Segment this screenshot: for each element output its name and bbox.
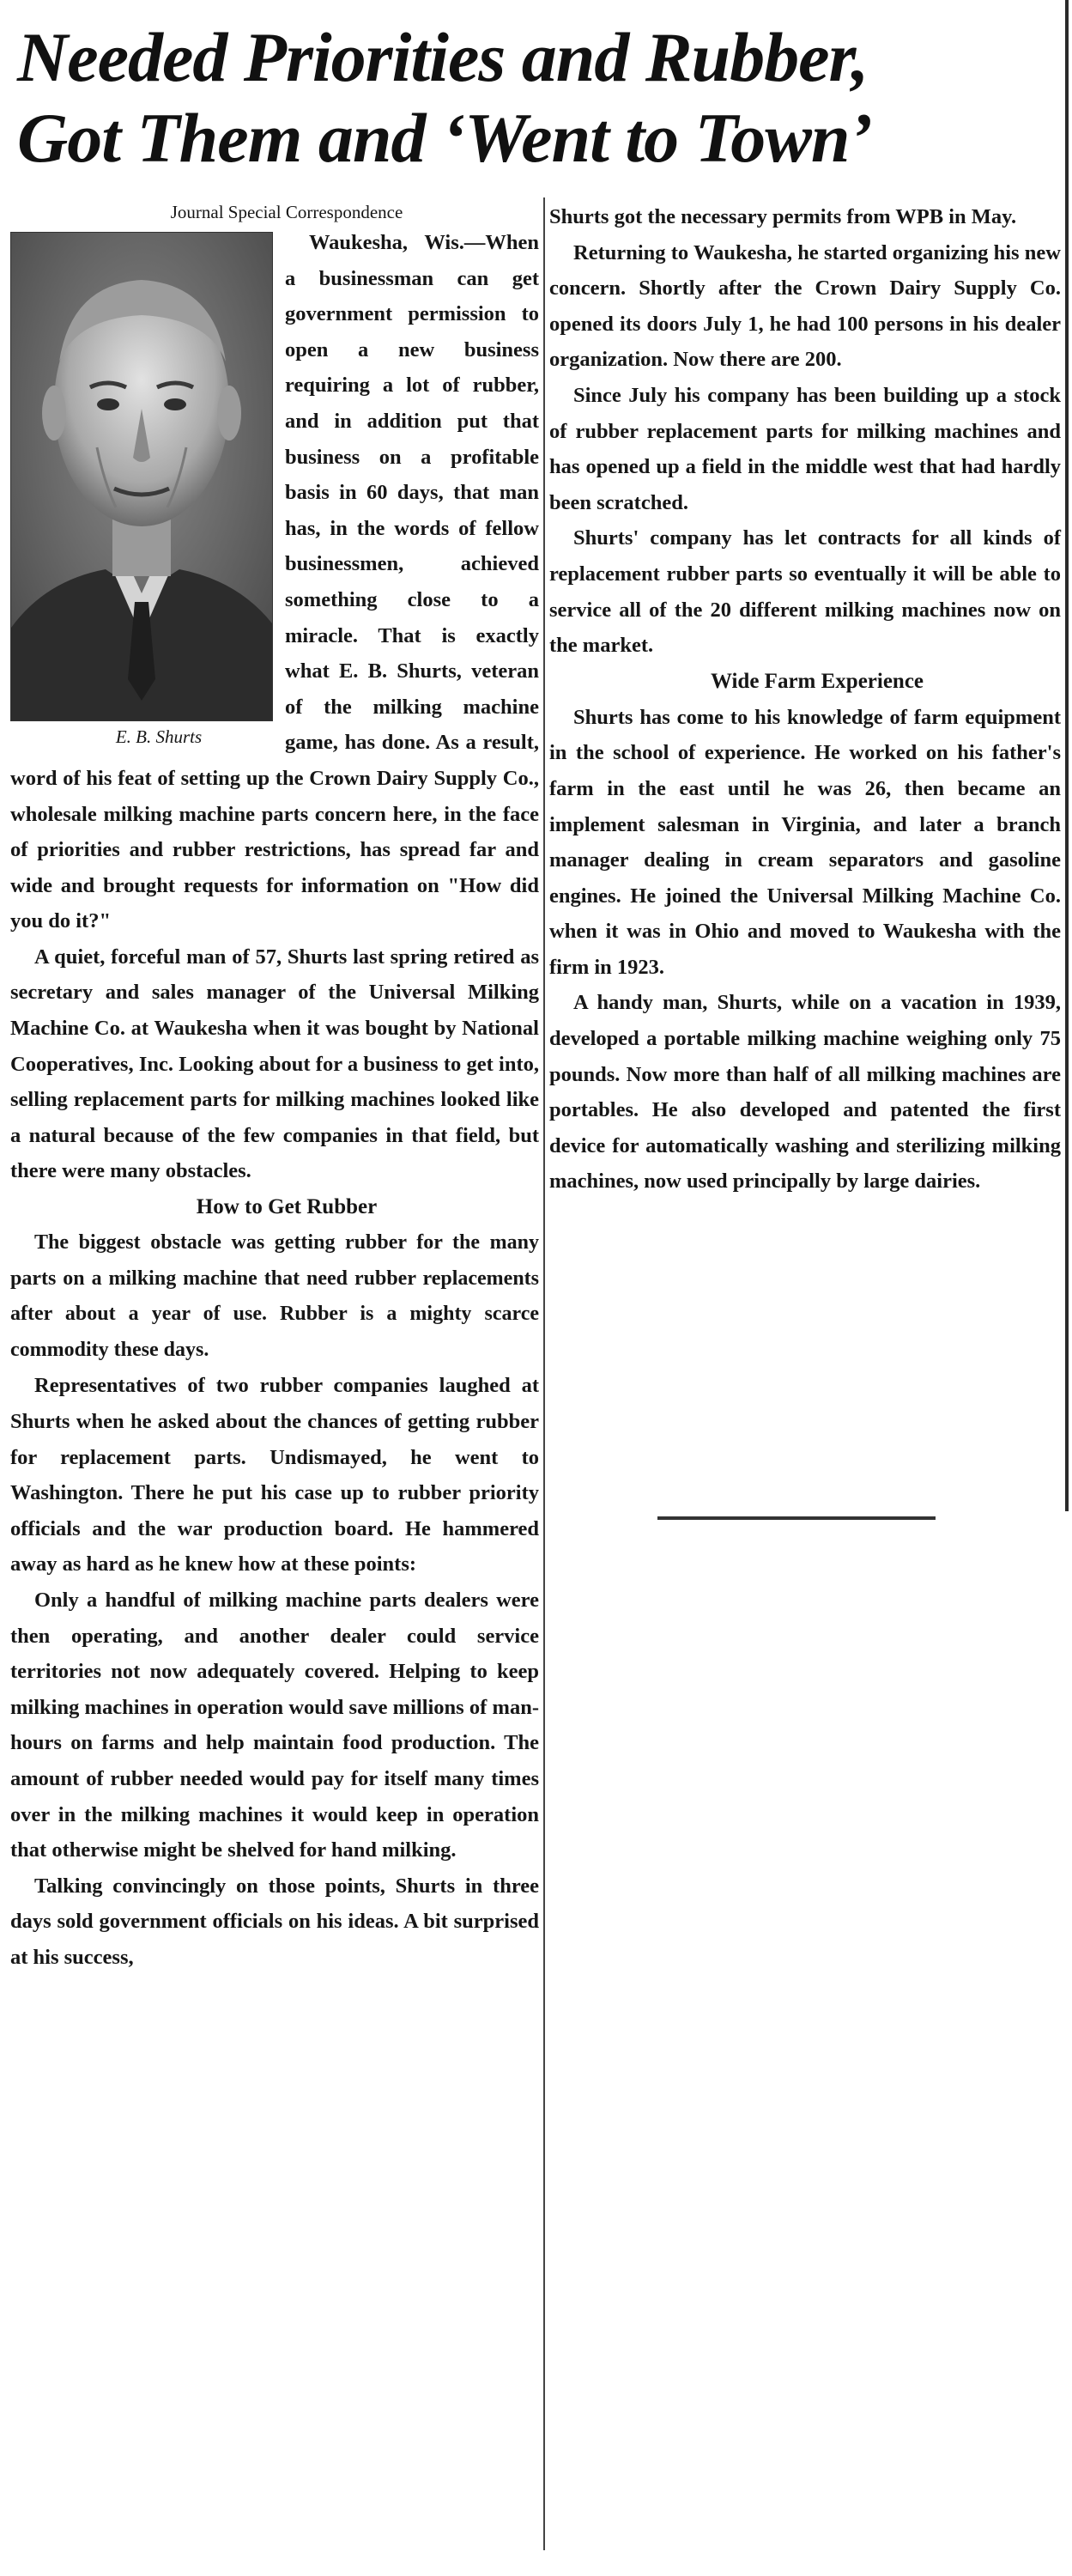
photo-caption: E. B. Shurts <box>115 726 203 747</box>
paragraph-7: Shurts got the necessary permits from WPB in May. <box>549 205 1017 228</box>
paragraph-8: Returning to Waukesha, he started organizing his new concern. Shortly after the Crown Dairy Supply Co. opened its doors July 1, he had 100 persons in his dealer organization. Now there are 200. <box>549 240 1061 372</box>
article-column-right <box>549 199 1061 1200</box>
paragraph-6: Talking convincingly on those points, Shurts in three days sold government officials on his ideas. A bit surprised at his success, <box>10 1874 539 1969</box>
paragraph-9: Since July his company has been building up a stock of rubber replacement parts for milking machines and has opened up a field in the middle west that had hardly been scratched. <box>549 383 1061 514</box>
paragraph-4: Representatives of two rubber companies laughed at Shurts when he asked about the chances of getting rubber for replacement parts. Undismayed, he went to Washington. There he put his case up to rubber priority officials and the war production board. He hammered away as hard as he knew how at these points: <box>10 1374 539 1577</box>
paragraph-1: —When a businessman can get government permission to open a new business requiring a lot of rubber, and in addition put that business on a profitable basis in 60 days, that man has, in the words of fellow businessmen, achieved something close to a miracle. That is exactly what E. B. Shurts, veteran of the milking machine game, has done. As a result, word of his feat of setting up the Crown Dairy Supply Co., wholesale milking machine parts concern here, in the face of priorities and rubber restrictions, has spread far and wide and brought requests for information on "How did you do it?" <box>10 231 539 933</box>
end-of-article-rule <box>657 1516 936 1520</box>
headline-line-1: Needed Priorities and Rubber, <box>17 18 869 96</box>
subhead-how-to-get-rubber: How to Get Rubber <box>196 1195 378 1219</box>
article-column-left <box>10 199 539 2552</box>
headline <box>17 17 1055 179</box>
headline-line-2: Got Them and ‘Went to Town’ <box>17 99 872 177</box>
portrait-image <box>10 232 273 721</box>
subhead-wide-farm-experience: Wide Farm Experience <box>710 669 924 693</box>
paragraph-5: Only a handful of milking machine parts dealers were then operating, and another dealer could service territories not now adequately covered. Helping to keep milking machines in operation would save millions of man-hours on farms and help maintain food production. The amount of rubber needed would pay for itself many times over in the milking machines it would keep in operation that otherwise might be shelved for hand milking. <box>10 1588 539 1862</box>
column-divider <box>543 197 545 2550</box>
byline: Journal Special Correspondence <box>170 202 403 222</box>
paragraph-12: A handy man, Shurts, while on a vacation in 1939, developed a portable milking machine weighing only 75 pounds. Now more than half of all milking machines are portables. He also developed and patented the first device for automatically washing and sterilizing milking machines, now used principally by large dairies. <box>549 991 1061 1194</box>
clipping-edge-rule <box>1065 0 1069 1511</box>
portrait-photo <box>10 232 273 752</box>
paragraph-3: The biggest obstacle was getting rubber for the many parts on a milking machine that need rubber replacements after about a year of use. Rubber is a mighty scarce commodity these days. <box>10 1231 539 1361</box>
dateline: Waukesha, Wis. <box>309 231 464 254</box>
paragraph-2: A quiet, forceful man of 57, Shurts last spring retired as secretary and sales manager of the Universal Milking Machine Co. at Waukesha when it was bought by National Cooperatives, Inc. Looking about for a business to get into, selling replacement parts for milking machines looked like a natural because of the few companies in that field, but there were many obstacles. <box>10 945 539 1183</box>
paragraph-11: Shurts has come to his knowledge of farm equipment in the school of experience. He worked on his father's farm in the east until he was 26, then became an implement salesman in Virginia, and later a branch manager dealing in cream separators and gasoline engines. He joined the Universal Milking Machine Co. when it was in Ohio and moved to Waukesha with the firm in 1923. <box>549 705 1061 979</box>
paragraph-10: Shurts' company has let contracts for all kinds of replacement rubber parts so eventually it will be able to service all of the 20 different milking machines now on the market. <box>549 526 1061 658</box>
